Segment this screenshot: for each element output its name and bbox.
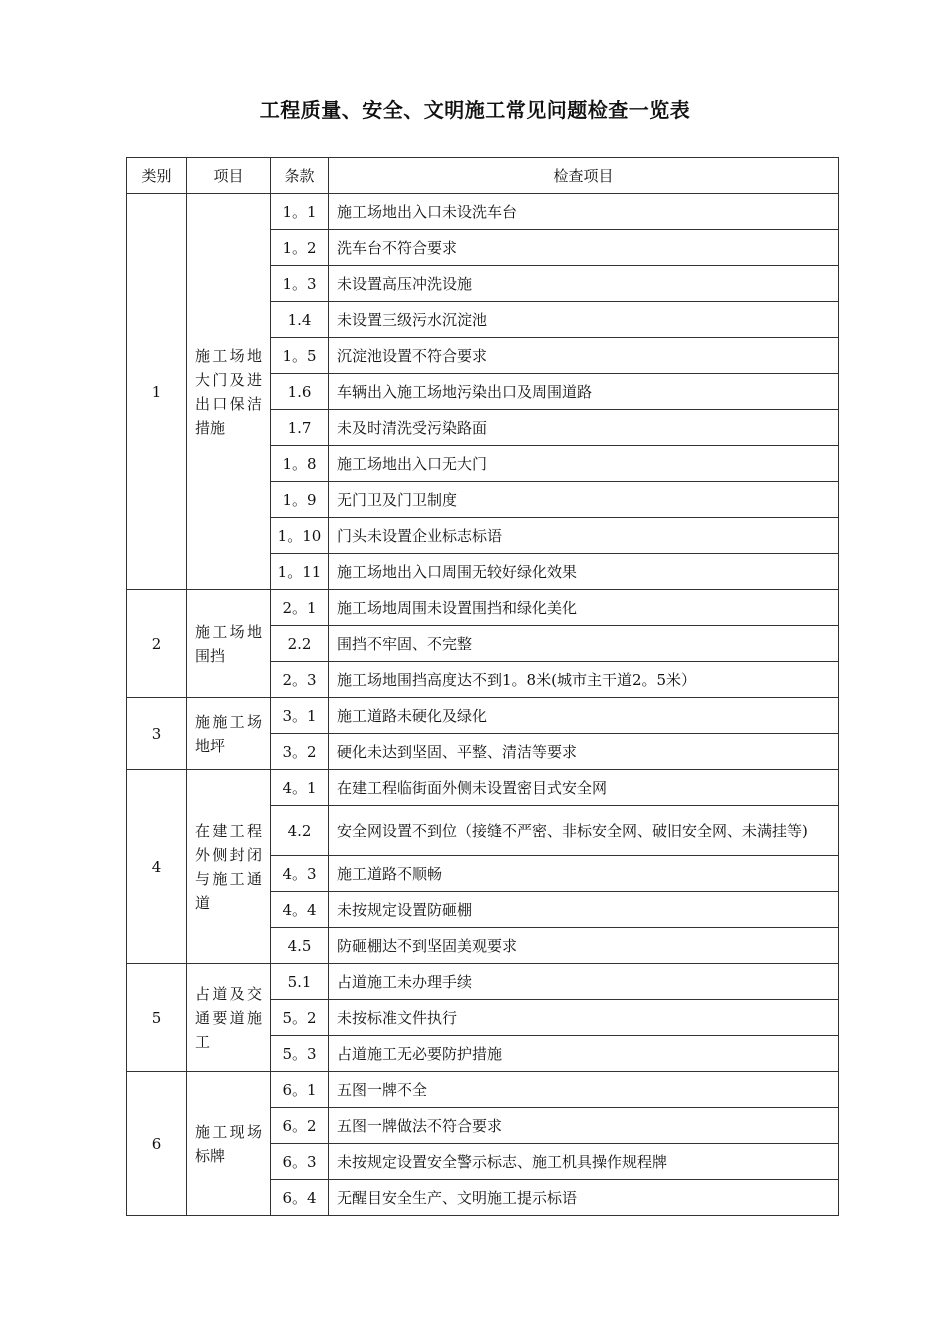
check-item-cell: 洗车台不符合要求: [329, 230, 839, 266]
check-item-cell: 车辆出入施工场地污染出口及周围道路: [329, 374, 839, 410]
clause-cell: 1。1: [271, 194, 329, 230]
clause-cell: 5。3: [271, 1036, 329, 1072]
inspection-table: [126, 157, 839, 1216]
check-item-cell: 防砸棚达不到坚固美观要求: [329, 928, 839, 964]
table-row: [127, 194, 839, 230]
item-cell: 施施工场地坪: [187, 698, 271, 770]
check-item-cell: 五图一牌做法不符合要求: [329, 1108, 839, 1144]
header-clause: 条款: [271, 158, 329, 194]
category-cell: 4: [127, 770, 187, 964]
check-item-cell: 施工道路未硬化及绿化: [329, 698, 839, 734]
table-header-row: [127, 158, 839, 194]
check-item-cell: 施工场地围挡高度达不到1。8米(城市主干道2。5米）: [329, 662, 839, 698]
category-cell: 3: [127, 698, 187, 770]
clause-cell: 6。2: [271, 1108, 329, 1144]
category-cell: 5: [127, 964, 187, 1072]
check-item-cell: 安全网设置不到位（接缝不严密、非标安全网、破旧安全网、未满挂等): [329, 806, 839, 856]
clause-cell: 6。4: [271, 1180, 329, 1216]
category-cell: 2: [127, 590, 187, 698]
clause-cell: 1。8: [271, 446, 329, 482]
check-item-cell: 未按规定设置安全警示标志、施工机具操作规程牌: [329, 1144, 839, 1180]
check-item-cell: 未设置三级污水沉淀池: [329, 302, 839, 338]
category-cell: 1: [127, 194, 187, 590]
check-item-cell: 施工道路不顺畅: [329, 856, 839, 892]
clause-cell: 2。3: [271, 662, 329, 698]
check-item-cell: 未按标准文件执行: [329, 1000, 839, 1036]
clause-cell: 1.7: [271, 410, 329, 446]
check-item-cell: 门头未设置企业标志标语: [329, 518, 839, 554]
clause-cell: 1。10: [271, 518, 329, 554]
check-item-cell: 无门卫及门卫制度: [329, 482, 839, 518]
check-item-cell: 五图一牌不全: [329, 1072, 839, 1108]
header-item: 项目: [187, 158, 271, 194]
header-check: 检查项目: [329, 158, 839, 194]
category-cell: 6: [127, 1072, 187, 1216]
item-cell: 占道及交通要道施工: [187, 964, 271, 1072]
check-item-cell: 施工场地出入口无大门: [329, 446, 839, 482]
item-cell: 施工现场标牌: [187, 1072, 271, 1216]
clause-cell: 1.6: [271, 374, 329, 410]
table-row: [127, 770, 839, 806]
check-item-cell: 未按规定设置防砸棚: [329, 892, 839, 928]
clause-cell: 1。2: [271, 230, 329, 266]
table-row: [127, 1072, 839, 1108]
check-item-cell: 未及时清洗受污染路面: [329, 410, 839, 446]
clause-cell: 3。1: [271, 698, 329, 734]
clause-cell: 1.4: [271, 302, 329, 338]
table-row: [127, 698, 839, 734]
clause-cell: 4.2: [271, 806, 329, 856]
check-item-cell: 施工场地出入口未设洗车台: [329, 194, 839, 230]
check-item-cell: 围挡不牢固、不完整: [329, 626, 839, 662]
check-item-cell: 占道施工无必要防护措施: [329, 1036, 839, 1072]
clause-cell: 6。1: [271, 1072, 329, 1108]
check-item-cell: 沉淀池设置不符合要求: [329, 338, 839, 374]
clause-cell: 1。9: [271, 482, 329, 518]
check-item-cell: 施工场地出入口周围无较好绿化效果: [329, 554, 839, 590]
item-cell: 施工场地围挡: [187, 590, 271, 698]
check-item-cell: 无醒目安全生产、文明施工提示标语: [329, 1180, 839, 1216]
check-item-cell: 在建工程临街面外侧未设置密目式安全网: [329, 770, 839, 806]
item-cell: 施工场地大门及进出口保洁措施: [187, 194, 271, 590]
clause-cell: 6。3: [271, 1144, 329, 1180]
clause-cell: 4。1: [271, 770, 329, 806]
clause-cell: 1。5: [271, 338, 329, 374]
clause-cell: 1。3: [271, 266, 329, 302]
clause-cell: 1。11: [271, 554, 329, 590]
check-item-cell: 施工场地周围未设置围挡和绿化美化: [329, 590, 839, 626]
table-row: [127, 964, 839, 1000]
clause-cell: 3。2: [271, 734, 329, 770]
clause-cell: 4.5: [271, 928, 329, 964]
table-body: [127, 194, 839, 1216]
page-title: 工程质量、安全、文明施工常见问题检查一览表: [259, 98, 691, 122]
header-category: 类别: [127, 158, 187, 194]
check-item-cell: 占道施工未办理手续: [329, 964, 839, 1000]
item-cell: 在建工程外侧封闭与施工通道: [187, 770, 271, 964]
check-item-cell: 硬化未达到坚固、平整、清洁等要求: [329, 734, 839, 770]
clause-cell: 5.1: [271, 964, 329, 1000]
clause-cell: 2。1: [271, 590, 329, 626]
clause-cell: 5。2: [271, 1000, 329, 1036]
check-item-cell: 未设置高压冲洗设施: [329, 266, 839, 302]
clause-cell: 2.2: [271, 626, 329, 662]
clause-cell: 4。3: [271, 856, 329, 892]
table-row: [127, 590, 839, 626]
clause-cell: 4。4: [271, 892, 329, 928]
